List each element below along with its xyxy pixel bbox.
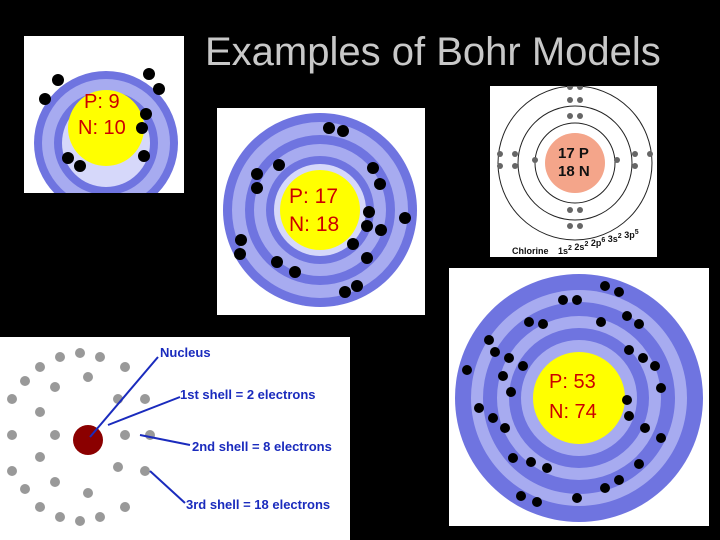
config-orbital: 3p (621, 230, 635, 240)
config-exponent: 6 (601, 237, 606, 244)
neutron-label: N: 10 (78, 117, 126, 139)
electron-configuration (558, 229, 639, 256)
fluorine-bohr-model (24, 36, 184, 193)
fluorine-diagram (24, 36, 184, 193)
iodine-diagram (449, 268, 709, 526)
nucleus (280, 170, 360, 250)
config-orbital: 1s (558, 246, 569, 256)
chlorine-dot-model (490, 86, 657, 257)
config-orbital: 2s (571, 242, 585, 252)
shell-1-label: 1st shell = 2 electrons (180, 387, 316, 402)
chlorine-diagram (217, 108, 425, 315)
shell-3-label: 3rd shell = 18 electrons (186, 497, 331, 512)
config-exponent: 2 (584, 241, 589, 248)
neutron-label: N: 74 (549, 401, 597, 423)
shell-diagram (0, 337, 350, 540)
chlorine-bohr-model (217, 108, 425, 315)
shell-2-label: 2nd shell = 8 electrons (192, 439, 332, 454)
slide-title: Examples of Bohr Models (205, 30, 661, 74)
proton-label: 17 P (558, 145, 589, 162)
neutron-label: N: 18 (289, 213, 340, 236)
neutron-label: 18 N (558, 163, 590, 180)
nucleus (533, 352, 625, 444)
proton-label: P: 17 (289, 185, 339, 208)
nucleus (73, 425, 103, 455)
proton-label: P: 53 (549, 371, 596, 393)
config-exponent: 5 (634, 229, 639, 236)
config-name: Chlorine (512, 246, 549, 256)
nucleus-label: Nucleus (160, 345, 211, 360)
pointer-lines (90, 357, 190, 503)
shell-diagram-svg (0, 337, 350, 540)
chlorine-dot-diagram (490, 86, 657, 257)
config-orbital: 3s (605, 234, 618, 244)
config-exponent: 2 (568, 245, 572, 252)
proton-label: P: 9 (84, 91, 120, 113)
config-orbital: 2p (588, 238, 602, 248)
iodine-bohr-model (449, 268, 709, 526)
config-exponent: 2 (617, 233, 622, 240)
